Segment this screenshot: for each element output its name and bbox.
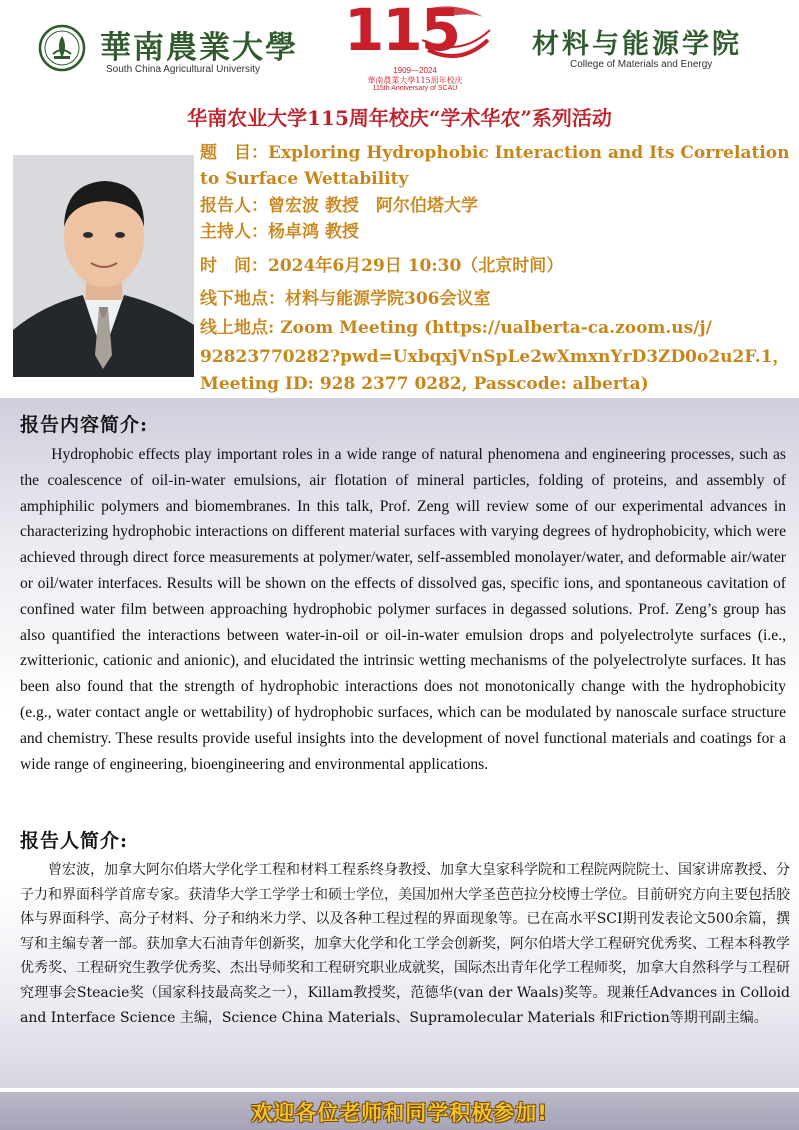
university-name-cn: 華南農業大學	[100, 30, 298, 66]
abstract-text: Hydrophobic effects play important roles in a wide range of natural phenomena and engineering processes, such as the coalescence of oil-in-water emulsions, air flotation of mineral particles, folding of proteins, and assembly of amphiphilic polymers and biomembranes. In this talk, Prof. Zeng will review some of our experimental advances in characterizing hydrophobic interactions on different material surfaces with varying degrees of hydrophobicity, which were achieved through direct force measurements at polymer/water, self-assembled monolayer/water, and deformable air/water or oil/water interfaces. Results will be shown on the effects of dissolved gas, specific ions, and spontaneous cavitation of confined water film between approaching hydrophobic polymer surfaces in degassed solutions. Prof. Zeng’s group has also quantified the interactions between water-in-oil or oil-in-water emulsion drops and polyelectrolyte surfaces (i.e., zwitterionic, cationic and anionic), and elucidated the intrinsic wetting mechanisms of the polyelectrolyte surfaces. It has been also found that the strength of hydrophobic interactions does not monotonically change with the hydrophobicity (e.g., water contact angle or wettability) of hydrophobic surfaces, which can be modulated by nanoscale surface structure and chemistry. These results provide useful insights into the development of novel functional materials and coatings for a wide range of engineering, bioengineering and environmental applications.	[20, 446, 786, 773]
online-venue-line-3: Meeting ID: 928 2377 0282, Passcode: alberta)	[200, 374, 649, 394]
bio-heading: 报告人简介:	[20, 830, 129, 852]
online-venue-line-2: 92823770282?pwd=UxbqxjVnSpLe2wXmxnYrD3ZD0o2u2F.1，	[200, 347, 790, 367]
speaker-portrait-icon	[13, 155, 194, 377]
university-logo	[30, 8, 308, 75]
offline-venue-line: 线下地点：材料与能源学院306会议室	[200, 289, 491, 309]
topic-line-2: to Surface Wettability	[200, 169, 409, 189]
footer-banner	[0, 1092, 799, 1130]
topic-line-1: 题 目：Exploring Hydrophobic Interaction and Its Correlation	[200, 143, 790, 163]
speaker-photo	[13, 155, 194, 377]
college-name-cn: 材料与能源学院	[532, 29, 742, 60]
anniversary-en: 115th Anniversary of SCAU	[372, 85, 458, 92]
anniversary-years: 1909—2024	[393, 66, 437, 75]
anniversary-cn: 華南農業大學115周年校庆	[367, 76, 463, 85]
anniversary-number: 115	[344, 0, 460, 64]
time-line: 时 间：2024年6月29日 10:30（北京时间）	[200, 256, 564, 276]
college-name-en: College of Materials and Energy	[570, 59, 713, 70]
university-name-en: South China Agricultural University	[106, 64, 260, 75]
anniversary-logo	[310, 0, 520, 96]
footer-invitation: 欢迎各位老师和同学积极参加!	[251, 1101, 548, 1125]
bio-text: 曾宏波，加拿大阿尔伯塔大学化学工程和材料工程系终身教授、加拿大皇家科学院和工程院两院院士、国家讲席教授、分子力和界面科学首席专家。获清华大学工学学士和硕士学位，美国加州大学圣芭芭拉分校博士学位。目前研究方向主要包括胶体与界面科学、高分子材料、分子和纳米力学、以及各种工程过程的界面现象等。已在高水平SCI期刊发表论文500余篇，撰写和主编专著一部。获加拿大石油青年创新奖，加拿大化学和化工学会创新奖，阿尔伯塔大学工程研究优秀奖、工程本科教学优秀奖、工程研究生教学优秀奖、杰出导师奖和工程研究职业成就奖，国际杰出青年化学工程师奖，加拿大自然科学与工程研究理事会Steacie奖（国家科技最高奖之一），Killam教授奖，范德华(van der Waals)奖等。现兼任Advances in Colloid and Interface Science 主编，Science China Materials、Supramolecular Materials 和Friction等期刊副主编。	[20, 862, 790, 1026]
university-seal-icon	[38, 24, 86, 72]
host-line: 主持人：杨卓鸿 教授	[200, 222, 359, 242]
online-venue-line-1: 线上地点: Zoom Meeting (https://ualberta-ca.zoom.us/j/	[200, 318, 712, 338]
speaker-line: 报告人：曾宏波 教授 阿尔伯塔大学	[200, 196, 478, 216]
abstract-heading: 报告内容简介:	[20, 414, 149, 436]
event-title: 华南农业大学115周年校庆“学术华农”系列活动	[187, 106, 612, 130]
college-logo	[528, 8, 788, 72]
header	[0, 0, 799, 100]
